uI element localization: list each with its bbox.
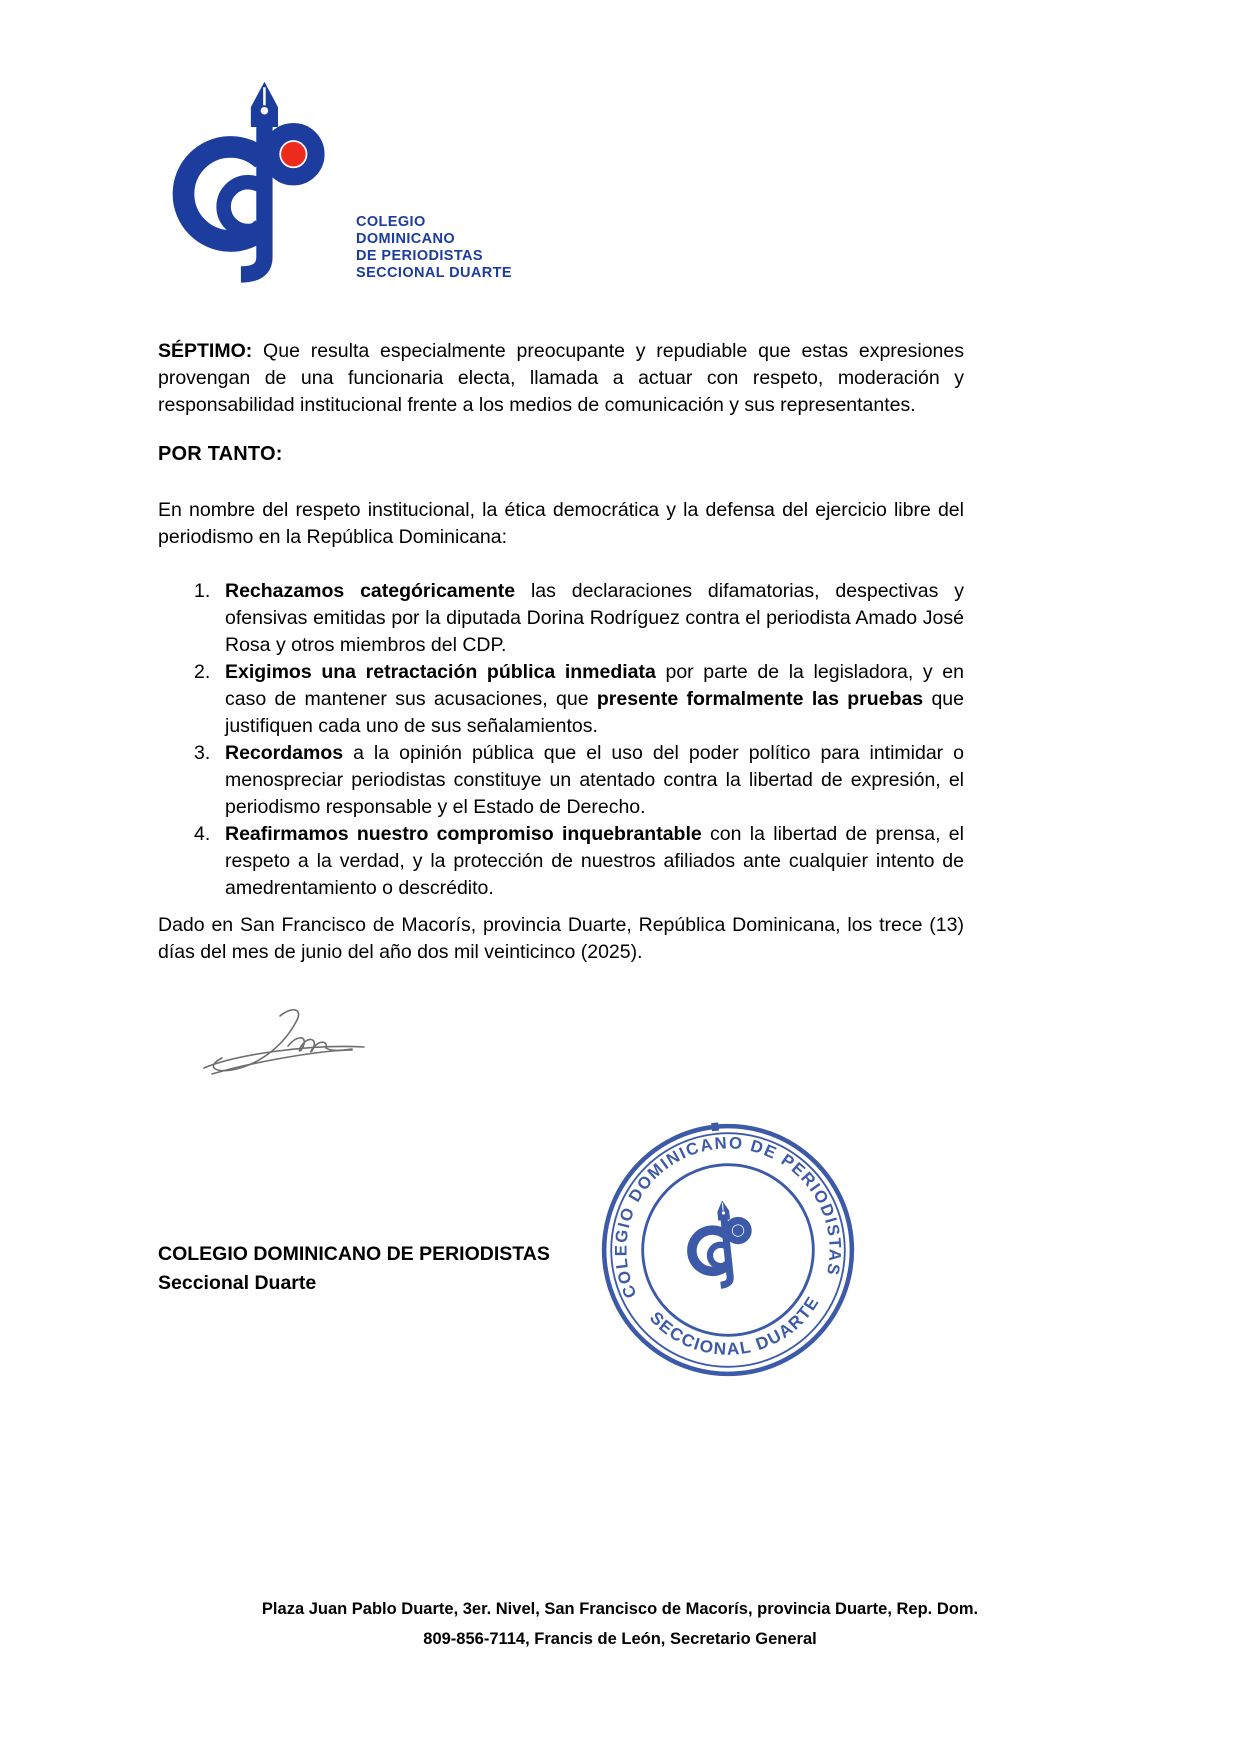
list-item-text: las declaraciones difamatorias, despectivas y ofensivas emitidas por la diputada Dorina Rodríguez contra el periodista Amado José Rosa y otros miembros del CDP. bbox=[225, 580, 964, 656]
handwritten-signature bbox=[192, 1002, 392, 1085]
footer-address-line: Plaza Juan Pablo Duarte, 3er. Nivel, San Francisco de Macorís, provincia Duarte, Rep. Dom. bbox=[261, 1600, 979, 1618]
footer-contact-line: 809-856-7114, Francis de León, Secretario General bbox=[423, 1630, 817, 1648]
list-item bbox=[158, 578, 964, 659]
svg-text:SECCIONAL DUARTE bbox=[645, 1291, 828, 1368]
official-stamp bbox=[596, 1118, 860, 1387]
list-item-bold: presente formalmente las pruebas bbox=[596, 688, 924, 710]
paragraph-septimo bbox=[158, 338, 964, 419]
list-item-bold: Rechazamos categóricamente bbox=[225, 580, 516, 602]
logo-caption-line: DE PERIODISTAS bbox=[356, 248, 483, 264]
logo-red-dot bbox=[281, 142, 306, 167]
logo-caption-line: COLEGIO bbox=[356, 214, 426, 230]
footer bbox=[0, 1594, 1240, 1654]
signature-org-name: COLEGIO DOMINICANO DE PERIODISTAS bbox=[158, 1243, 550, 1265]
paragraph-intro: En nombre del respeto institucional, la ética democrática y la defensa del ejercicio libre del periodismo en la República Dominicana: bbox=[158, 499, 964, 548]
resolution-list bbox=[158, 578, 964, 902]
list-item-text: por parte de la legisladora, y en caso de mantener sus acusaciones, que bbox=[225, 661, 964, 710]
cdp-logo bbox=[168, 80, 512, 288]
list-item-text: a la opinión pública que el uso del poder político para intimidar o menospreciar periodistas constituye un atentado contra la libertad de expresión, el periodismo responsable y el Estado de Derecho. bbox=[225, 742, 964, 818]
logo-caption-line: SECCIONAL DUARTE bbox=[356, 265, 512, 281]
list-item-bold: Reafirmamos nuestro compromiso inquebrantable bbox=[225, 823, 702, 845]
septimo-text: Que resulta especialmente preocupante y repudiable que estas expresiones provengan de una funcionaria electa, llamada a actuar con respeto, moderación y responsabilidad institucional frente a los medios de comunicación y sus representantes. bbox=[158, 340, 964, 416]
list-item bbox=[158, 740, 964, 821]
list-item-number: 3. bbox=[194, 742, 211, 764]
list-item-text: que justifiquen cada uno de sus señalamientos. bbox=[225, 688, 964, 737]
signature-icon bbox=[192, 1002, 392, 1080]
paragraph-dado: Dado en San Francisco de Macorís, provincia Duarte, República Dominicana, los trece (13) días del mes de junio del año dos mil veinticinco (2025). bbox=[158, 914, 964, 963]
list-item-bold: Exigimos una retractación pública inmediata bbox=[225, 661, 656, 683]
stamp-bottom-text: SECCIONAL DUARTE bbox=[645, 1292, 824, 1359]
list-item-bold: Recordamos bbox=[225, 742, 344, 764]
cdp-monogram-icon bbox=[168, 80, 350, 288]
septimo-label: SÉPTIMO: bbox=[158, 340, 253, 362]
signature-section-name: Seccional Duarte bbox=[158, 1272, 317, 1294]
list-item-number: 1. bbox=[194, 580, 211, 602]
list-item-text: con la libertad de prensa, el respeto a la verdad, y la protección de nuestros afiliados ante cualquier intento de amedrentamiento o descrédito. bbox=[225, 823, 964, 899]
list-item-number: 4. bbox=[194, 823, 211, 845]
logo-caption bbox=[356, 214, 512, 288]
list-item bbox=[158, 821, 964, 902]
list-item bbox=[158, 659, 964, 740]
stamp-seal-icon bbox=[596, 1118, 860, 1382]
heading-por-tanto: POR TANTO: bbox=[158, 443, 283, 465]
logo-caption-line: DOMINICANO bbox=[356, 231, 456, 247]
list-item-number: 2. bbox=[194, 661, 211, 683]
stamp-top-text: COLEGIO DOMINICANO DE PERIODISTAS bbox=[611, 1133, 845, 1301]
